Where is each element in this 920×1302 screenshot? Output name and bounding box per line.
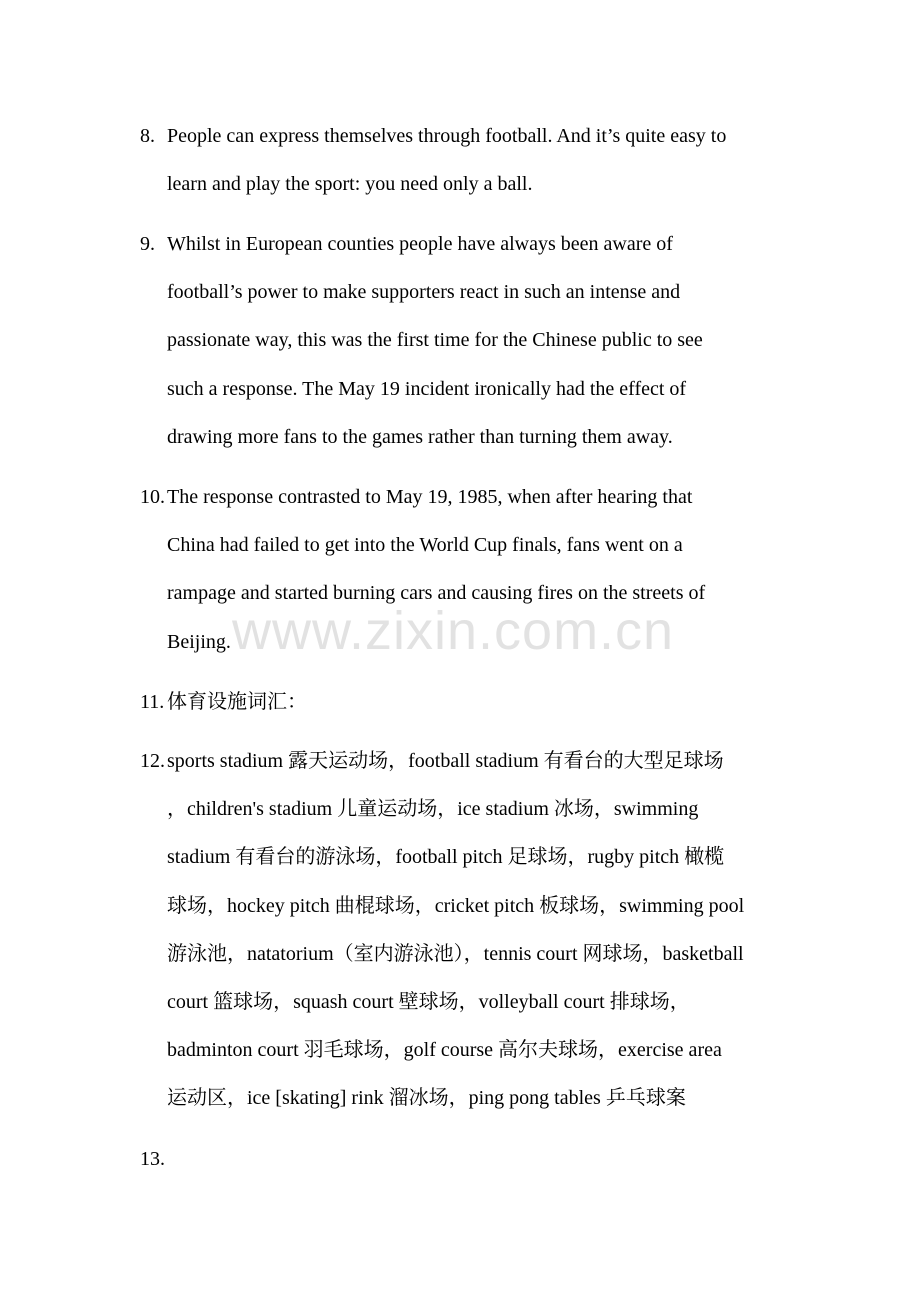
item-number: 10. xyxy=(140,486,165,508)
list-item xyxy=(140,220,800,461)
text-line: ，children's stadium 儿童运动场，ice stadium 冰场，swimming xyxy=(167,798,699,821)
text-line: The response contrasted to May 19, 1985, when after hearing that xyxy=(167,486,693,508)
text-line: learn and play the sport: you need only a ball. xyxy=(167,173,533,196)
list-item xyxy=(140,112,800,208)
item-number: 13. xyxy=(140,1148,165,1170)
item-text xyxy=(167,112,800,208)
item-text xyxy=(167,220,800,461)
text-line: stadium 有看台的游泳场，football pitch 足球场，rugby pitch 橄榄 xyxy=(167,846,725,869)
text-line: 游泳池，natatorium（室内游泳池），tennis court 网球场，basketball xyxy=(167,942,744,965)
item-number: 9. xyxy=(140,233,155,255)
text-line: sports stadium 露天运动场，football stadium 有看台的大型足球场 xyxy=(167,750,724,772)
text-line: 运动区，ice [skating] rink 溜冰场，ping pong tables 乒乓球案 xyxy=(167,1087,686,1110)
text-line: badminton court 羽毛球场，golf course 高尔夫球场，exercise area xyxy=(167,1039,722,1062)
text-line: 球场，hockey pitch 曲棍球场，cricket pitch 板球场，swimming pool xyxy=(167,894,745,917)
watermark: www.zixin.com.cn xyxy=(232,601,675,661)
item-number: 8. xyxy=(140,125,155,147)
text-line: drawing more fans to the games rather than turning them away. xyxy=(167,425,673,448)
text-line: football’s power to make supporters react in such an intense and xyxy=(167,281,681,304)
text-line: China had failed to get into the World Cup finals, fans went on a xyxy=(167,534,683,557)
text-line: Whilst in European counties people have always been aware of xyxy=(167,233,673,255)
item-number: 11. xyxy=(140,691,165,713)
item-text xyxy=(167,737,800,1123)
text-line: such a response. The May 19 incident ironically had the effect of xyxy=(167,377,687,400)
list-item xyxy=(140,678,800,726)
text-line: court 篮球场，squash court 壁球场，volleyball court 排球场， xyxy=(167,991,690,1014)
item-text xyxy=(167,678,800,726)
text-line: passionate way, this was the first time for the Chinese public to see xyxy=(167,329,703,352)
text-line: rampage and started burning cars and causing fires on the streets of xyxy=(167,582,706,605)
item-number: 12. xyxy=(140,750,165,772)
text-line: People can express themselves through football. And it’s quite easy to xyxy=(167,125,727,147)
text-line: Beijing. xyxy=(167,630,231,653)
text-line: 体育设施词汇： xyxy=(167,691,307,713)
list-item xyxy=(140,737,800,1123)
